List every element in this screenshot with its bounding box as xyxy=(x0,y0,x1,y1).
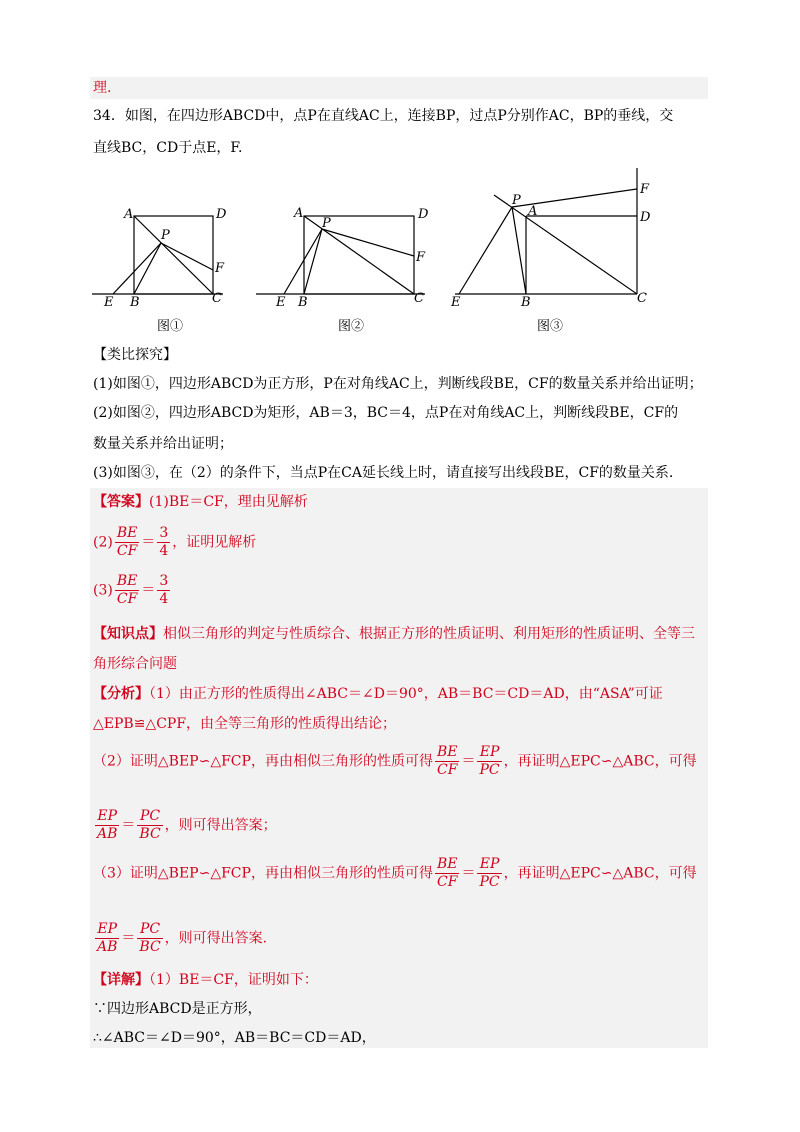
detail-tag: 【详解】 xyxy=(93,972,149,988)
fig2-label-A: A xyxy=(294,206,304,221)
knowledge-tag: 【知识点】 xyxy=(93,626,163,642)
fig3-label-F: F xyxy=(640,182,650,197)
answer-2-prefix: (2) xyxy=(93,534,113,551)
knowledge-text-1: 相似三角形的判定与性质综合、根据正方形的性质证明、利用矩形的性质证明、全等三 xyxy=(163,626,695,642)
figure-3 xyxy=(455,168,637,294)
answer-3-fraction: $\frac{BE}{CF}$ xyxy=(116,573,138,607)
analysis-line-5: （3）证明△BEP∽△FCP，再由相似三角形的性质可得 $\frac{BE}{CF}$ ＝ $\frac{EP}{PC}$ ，再证明△EPC∽△ABC，可得 xyxy=(93,856,697,890)
answer-line-1 xyxy=(93,492,308,512)
fig3-label-B: B xyxy=(521,295,531,310)
fig1-label-A: A xyxy=(124,207,134,222)
part-3: (3)如图③，在（2）的条件下，当点P在CA延长线上时，请直接写出线段BE，CF的数量关系. xyxy=(93,465,674,481)
fig2-label-C: C xyxy=(414,291,424,306)
fig1-label-E: E xyxy=(104,295,114,310)
fig1-label-P: P xyxy=(161,228,170,243)
detail-text-1: （1）BE＝CF，证明如下： xyxy=(149,972,318,988)
fig3-label-C: C xyxy=(637,291,647,306)
question-line-1: 34．如图，在四边形ABCD中，点P在直线AC上，连接BP，过点P分别作AC，BP的垂线，交 xyxy=(93,108,674,124)
answer-1: (1)BE＝CF，理由见解析 xyxy=(149,494,308,510)
analysis-line-2: △EPB≌△CPF，由全等三角形的性质得出结论； xyxy=(93,716,397,732)
answer-2-suffix: ，证明见解析 xyxy=(172,534,257,551)
answer-2-fraction: $\frac{BE}{CF}$ xyxy=(116,525,138,559)
fig1-label-D: D xyxy=(216,207,227,222)
knowledge-line-2: 角形综合问题 xyxy=(93,656,177,672)
fig3-label-P: P xyxy=(512,193,521,208)
fig3-caption: 图③ xyxy=(537,319,564,334)
fig1-caption: 图① xyxy=(157,319,184,334)
part-2-line-2: 数量关系并给出证明； xyxy=(93,436,233,452)
figure-1 xyxy=(92,216,223,294)
question-line-2: 直线BC，CD于点E，F. xyxy=(93,140,243,156)
fig2-caption: 图② xyxy=(338,319,365,334)
knowledge-line-1 xyxy=(93,624,695,644)
figures xyxy=(0,160,800,340)
analysis-line-4: $\frac{EP}{AB}$ ＝ $\frac{PC}{BC}$ ，则可得出答案； xyxy=(97,808,277,842)
fig2-label-D: D xyxy=(418,207,429,222)
fig2-label-P: P xyxy=(322,216,331,231)
fig3-label-D: D xyxy=(640,210,651,225)
section-title: 【类比探究】 xyxy=(93,347,177,363)
analysis-line-3: （2）证明△BEP∽△FCP，再由相似三角形的性质可得 $\frac{BE}{CF}$ ＝ $\frac{EP}{PC}$ ，再证明△EPC∽△ABC，可得 xyxy=(93,744,697,778)
detail-line-3: ∴∠ABC＝∠D＝90°，AB＝BC＝CD＝AD， xyxy=(93,1030,376,1046)
answer-3-prefix: (3) xyxy=(93,582,113,599)
analysis-line-1 xyxy=(93,684,663,704)
analysis-tag: 【分析】 xyxy=(93,686,149,702)
fig1-label-F: F xyxy=(215,261,225,276)
part-1: (1)如图①，四边形ABCD为正方形，P在对角线AC上，判断线段BE，CF的数量关系并给出证明； xyxy=(93,376,703,392)
fig2-label-B: B xyxy=(298,295,308,310)
fig1-label-B: B xyxy=(130,295,140,310)
fig2-label-E: E xyxy=(276,295,286,310)
fig3-label-E: E xyxy=(451,295,461,310)
answer-line-3: (3) $\frac{BE}{CF}$ ＝ $\frac{3}{4}$ xyxy=(93,573,169,607)
fig3-label-A: A xyxy=(528,204,538,219)
prev-text: 理. xyxy=(93,80,112,96)
part-2-line-1: (2)如图②，四边形ABCD为矩形，AB＝3，BC＝4，点P在对角线AC上，判断线段BE，CF的 xyxy=(93,405,679,421)
detail-line-1 xyxy=(93,970,318,990)
detail-line-2: ∵四边形ABCD是正方形， xyxy=(93,1001,262,1017)
figure-2 xyxy=(256,216,425,294)
answer-tag: 【答案】 xyxy=(93,494,149,510)
prev-shade xyxy=(90,77,708,99)
fig2-label-F: F xyxy=(416,250,426,265)
answer-line-2: (2) $\frac{BE}{CF}$ ＝ $\frac{3}{4}$ ，证明见解析 xyxy=(93,525,257,559)
analysis-text-1: （1）由正方形的性质得出∠ABC＝∠D＝90°，AB＝BC＝CD＝AD，由“ASA”可证 xyxy=(149,686,663,702)
fig1-label-C: C xyxy=(212,291,222,306)
analysis-line-6: $\frac{EP}{AB}$ ＝ $\frac{PC}{BC}$ ，则可得出答案. xyxy=(97,921,268,955)
